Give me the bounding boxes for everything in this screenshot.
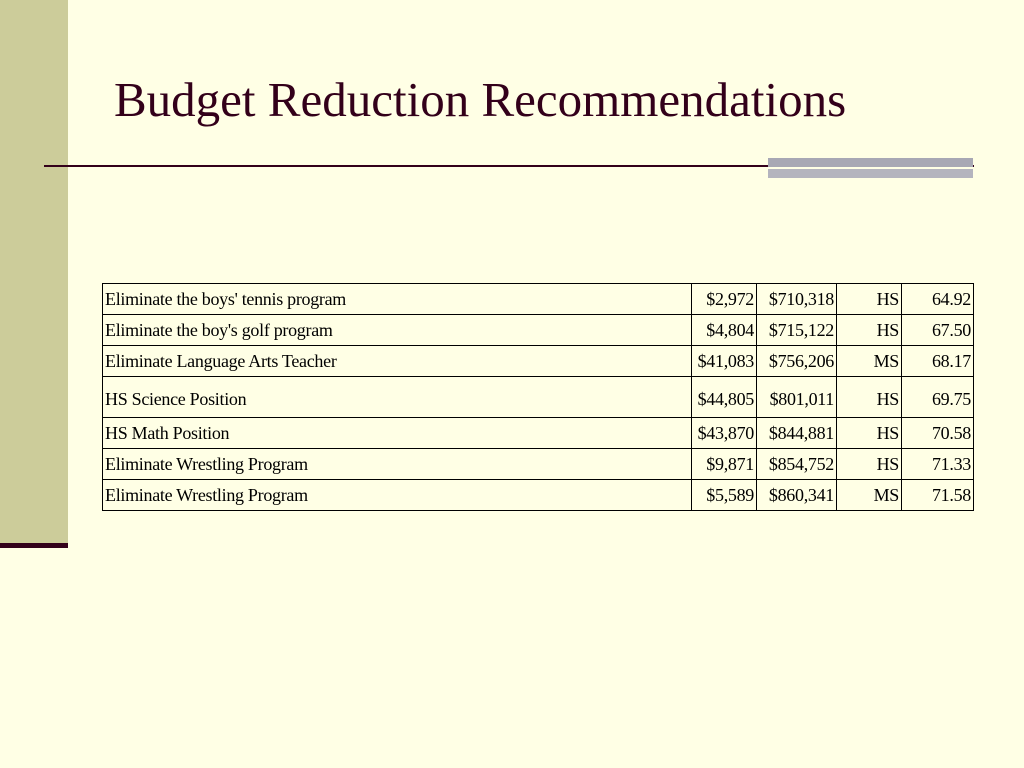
- school-cell: HS: [837, 377, 902, 418]
- amount-cell: $44,805: [692, 377, 757, 418]
- school-cell: MS: [837, 346, 902, 377]
- amount-cell: $5,589: [692, 480, 757, 511]
- table-row: [103, 418, 974, 449]
- table-row: [103, 377, 974, 418]
- score-cell: 71.58: [902, 480, 974, 511]
- amount-cell: $2,972: [692, 284, 757, 315]
- school-cell: HS: [837, 418, 902, 449]
- school-cell: HS: [837, 315, 902, 346]
- item-cell: Eliminate Language Arts Teacher: [103, 346, 692, 377]
- table-row: [103, 346, 974, 377]
- item-cell: Eliminate the boy's golf program: [103, 315, 692, 346]
- score-cell: 64.92: [902, 284, 974, 315]
- score-cell: 67.50: [902, 315, 974, 346]
- school-cell: HS: [837, 449, 902, 480]
- score-cell: 69.75: [902, 377, 974, 418]
- cumulative-cell: $756,206: [757, 346, 837, 377]
- item-cell: HS Science Position: [103, 377, 692, 418]
- item-cell: Eliminate Wrestling Program: [103, 449, 692, 480]
- school-cell: MS: [837, 480, 902, 511]
- item-cell: Eliminate the boys' tennis program: [103, 284, 692, 315]
- item-cell: HS Math Position: [103, 418, 692, 449]
- table-row: [103, 449, 974, 480]
- amount-cell: $4,804: [692, 315, 757, 346]
- cumulative-cell: $801,011: [757, 377, 837, 418]
- amount-cell: $43,870: [692, 418, 757, 449]
- cumulative-cell: $854,752: [757, 449, 837, 480]
- budget-reduction-table: [102, 283, 974, 511]
- left-accent-band: [0, 0, 68, 546]
- title-divider-accent: [768, 158, 973, 178]
- cumulative-cell: $715,122: [757, 315, 837, 346]
- amount-cell: $9,871: [692, 449, 757, 480]
- cumulative-cell: $860,341: [757, 480, 837, 511]
- cumulative-cell: $844,881: [757, 418, 837, 449]
- slide-title: Budget Reduction Recommendations: [114, 72, 847, 127]
- score-cell: 70.58: [902, 418, 974, 449]
- item-cell: Eliminate Wrestling Program: [103, 480, 692, 511]
- score-cell: 71.33: [902, 449, 974, 480]
- score-cell: 68.17: [902, 346, 974, 377]
- school-cell: HS: [837, 284, 902, 315]
- cumulative-cell: $710,318: [757, 284, 837, 315]
- amount-cell: $41,083: [692, 346, 757, 377]
- table-row: [103, 284, 974, 315]
- left-accent-cap: [0, 543, 68, 548]
- table-row: [103, 480, 974, 511]
- table-row: [103, 315, 974, 346]
